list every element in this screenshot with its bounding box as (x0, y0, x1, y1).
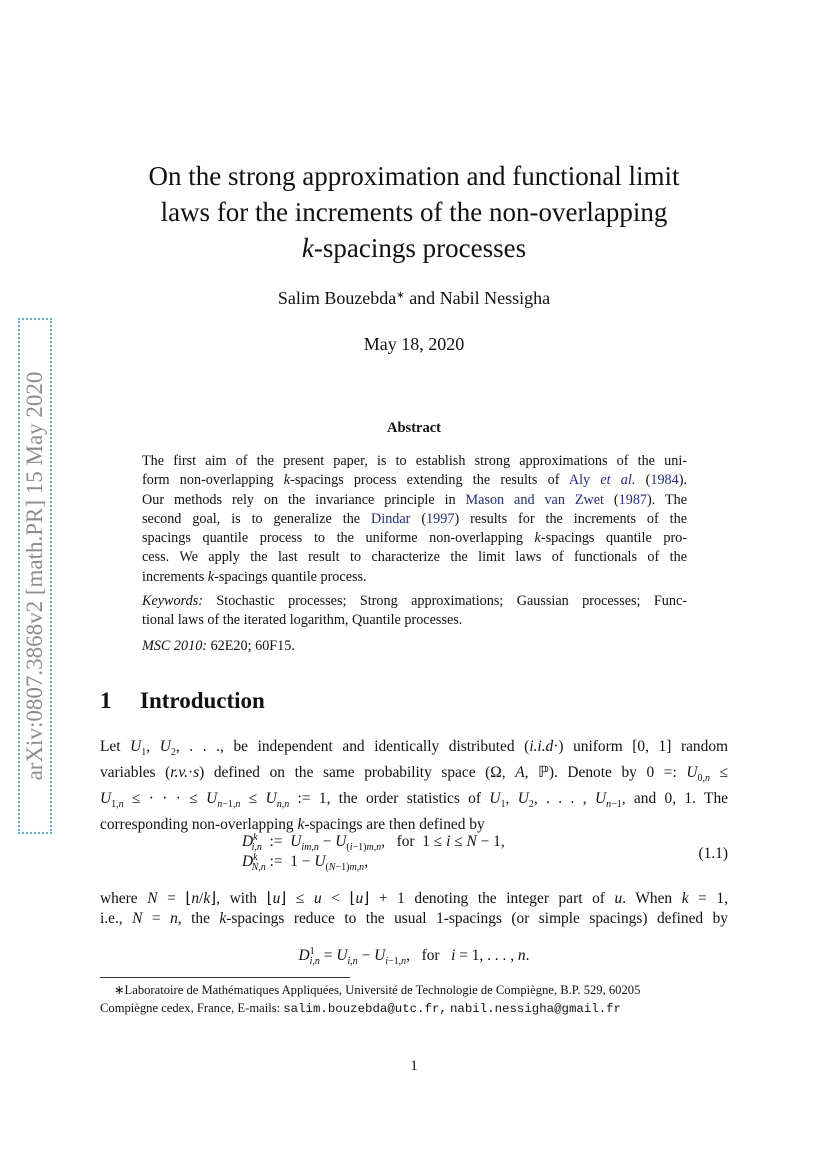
intro-paragraph-2 (100, 889, 728, 929)
paper-date: May 18, 2020 (363, 334, 465, 354)
email-1[interactable]: salim.bouzebda@utc.fr, (283, 1002, 447, 1016)
title-line-2: laws for the increments of the non-overlapping (160, 197, 668, 227)
footnote (100, 981, 728, 1018)
author-2: Nabil Nessigha (439, 288, 551, 308)
msc-label: MSC 2010: (142, 638, 208, 654)
msc (142, 637, 687, 656)
intro-line: variables (r.v.·s) defined on the same probability space (Ω, A, ℙ). Denote by 0 =: $U_{0,n}$ ≤ (100, 764, 729, 785)
citation-mason-link[interactable]: Mason and van Zwet (465, 491, 604, 508)
section-number: 1 (100, 688, 112, 713)
abstract-line: increments k-spacings quantile process. (142, 568, 367, 585)
intro-line: where N = ⌊n/k⌋, with ⌊u⌋ ≤ u < ⌊u⌋ + 1 denoting the integer part of u. When k = 1, (100, 890, 728, 907)
email-2[interactable]: nabil.nessigha@gmail.fr (450, 1002, 622, 1016)
msc-line (142, 637, 687, 656)
title-line-1: On the strong approximation and functional limit (148, 161, 680, 191)
section-heading (100, 688, 265, 714)
author-conjunction: and (404, 288, 440, 308)
citation-aly-year-link[interactable]: 1984 (650, 472, 679, 489)
equation-1-1-row-1: $D^k_{i,n}$ := $U_{im,n} - U_{(i-1)m,n}$, for 1 ≤ i ≤ N − 1, (242, 832, 505, 854)
section-title: Introduction (140, 688, 265, 713)
keywords-label: Keywords: (142, 593, 203, 609)
intro-line: corresponding non-overlapping k-spacings are then defined by (100, 816, 485, 834)
equation-1-1-row-2: $D^k_{N,n}$ := $1 - U_{(N-1)m,n}$, (242, 852, 369, 874)
author-1: Salim Bouzebda (277, 288, 397, 308)
footnote-rule (100, 977, 350, 978)
intro-line: $U_{1,n}$ ≤ · · · ≤ $U_{n-1,n} \le U_{n,n}$ := 1, the order statistics of $U_1$, $U_2$, . . . , $U_{n-1}$, and 0, 1. The (100, 790, 728, 811)
footnote-line-2 (100, 999, 728, 1018)
authors (0, 288, 828, 309)
keywords (142, 592, 687, 631)
citation-aly-link[interactable]: Aly et al. (568, 472, 636, 489)
citation-dindar-year-link[interactable]: 1997 (426, 510, 455, 527)
abstract-line: second goal, is to generalize the Dindar (1997) results for the increments of the (142, 510, 687, 527)
abstract-line: form non-overlapping k-spacings process extending the results of Aly et al. (1984). (142, 472, 687, 489)
footnote-line-1: ∗Laboratoire de Mathématiques Appliquées, Université de Technologie de Compiègne, B.P. 529, 60205 (114, 983, 641, 997)
abstract-line: The first aim of the present paper, is to establish strong approximations of the uni- (142, 453, 687, 469)
abstract-heading: Abstract (387, 420, 441, 436)
keywords-line-2: tional laws of the iterated logarithm, Quantile processes. (142, 612, 463, 629)
keywords-text: Stochastic processes; Strong approximations; Gaussian processes; Func- (216, 593, 687, 609)
arxiv-stamp[interactable] (18, 318, 52, 834)
intro-line: i.e., N = n, the k-spacings reduce to the usual 1-spacings (or simple spacings) defined by (100, 910, 728, 927)
arxiv-stamp-text: arXiv:0807.3868v2 [math.PR] 15 May 2020 (22, 371, 47, 781)
equation-simple-spacings: $D^1_{i,n} = U_{i,n} - U_{i-1,n}$, for i = 1, . . . , n. (298, 946, 530, 968)
intro-paragraph (100, 737, 728, 835)
page-number: 1 (410, 1058, 418, 1074)
keywords-line-1 (142, 592, 687, 611)
abstract-line: Our methods rely on the invariance principle in Mason and van Zwet (1987). The (142, 491, 687, 508)
abstract-line: cess. We apply the last result to characterize the limit laws of functionals of the (142, 549, 687, 566)
intro-line: Let $U_1$, $U_2$, . . ., be independent and identically distributed (i.i.d·) uniform [0, 1] random (100, 738, 728, 759)
footnote-mark[interactable]: ∗ (396, 290, 405, 301)
abstract-line: spacings quantile process to the uniforme non-overlapping k-spacings quantile pro- (142, 530, 687, 547)
msc-value: 62E20; 60F15. (210, 638, 295, 654)
citation-mason-year-link[interactable]: 1987 (618, 491, 648, 508)
paper-title (80, 158, 748, 266)
title-line-3: k-spacings processes (301, 233, 527, 263)
citation-dindar-link[interactable]: Dindar (371, 510, 411, 527)
abstract-text (142, 452, 687, 587)
equation-number: (1.1) (698, 845, 728, 862)
footnote-prefix: Compiègne cedex, France, E-mails: (100, 1001, 284, 1015)
